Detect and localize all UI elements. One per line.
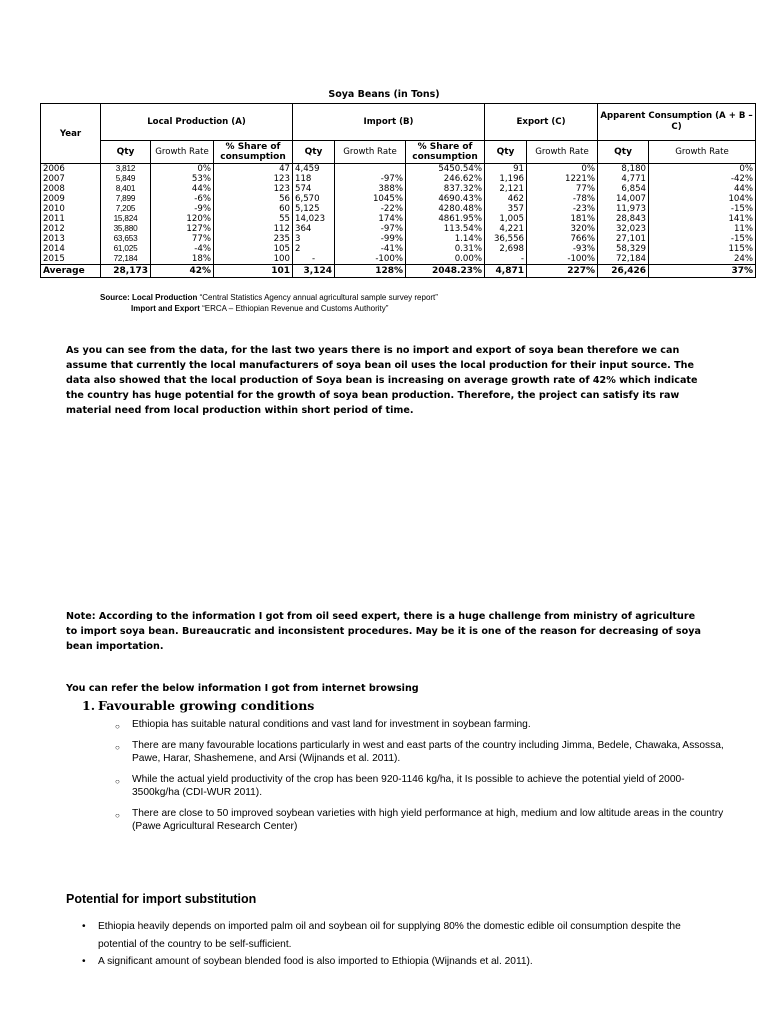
- cell-apparent-growth: 37%: [649, 265, 756, 278]
- cell-local-share: 123: [214, 184, 293, 194]
- table-title: Soya Beans (in Tons): [328, 89, 440, 100]
- header-growth-rate: Growth Rate: [649, 141, 756, 164]
- header-import: Import (B): [293, 104, 485, 141]
- cell-export-qty: 4,221: [485, 224, 527, 234]
- cell-local-share: 55: [214, 214, 293, 224]
- cell-export-growth: 77%: [527, 184, 598, 194]
- cell-import-share: 1.14%: [406, 234, 485, 244]
- analysis-paragraph: As you can see from the data, for the last two years there is no import and export of soya bean therefore we can assume that currently the local manufacturers of soya bean oil uses the local production for their input source. The data also showed that the local production of Soya bean is increasing on average growth rate of 42% which indicate the country has huge potential for the growth of soya bean production. Therefore, the project can satisfy its raw material need from local production within short period of time.: [66, 345, 698, 416]
- header-qty: Qty: [485, 141, 527, 164]
- cell-local-qty: 28,173: [101, 265, 151, 278]
- bullet-icon: •: [82, 921, 86, 932]
- cell-import-qty: 574: [293, 184, 335, 194]
- source-import-label: Import and Export: [131, 304, 200, 313]
- cell-import-qty: 118: [293, 174, 335, 184]
- cell-import-growth: -99%: [335, 234, 406, 244]
- cell-export-qty: 2,698: [485, 244, 527, 254]
- section-heading-import-substitution: Potential for import substitution: [66, 892, 257, 906]
- cell-import-share: 2048.23%: [406, 265, 485, 278]
- section-heading-text: Favourable growing conditions: [98, 698, 315, 713]
- cell-import-share: 837.32%: [406, 184, 485, 194]
- list-item: • A significant amount of soybean blended food is also imported to Ethiopia (Wijnands et al. 2011).: [82, 953, 722, 971]
- section-number: 1.: [82, 698, 96, 713]
- cell-import-qty: 4,459: [293, 164, 335, 175]
- cell-import-growth: 1045%: [335, 194, 406, 204]
- cell-apparent-growth: 44%: [649, 184, 756, 194]
- cell-local-qty: 35,880: [101, 224, 151, 234]
- cell-year: 2015: [41, 254, 101, 265]
- hollow-bullet-icon: ○: [115, 777, 120, 786]
- cell-local-qty: 61,025: [101, 244, 151, 254]
- import-substitution-list: [82, 918, 722, 971]
- cell-export-growth: -100%: [527, 254, 598, 265]
- header-export: Export (C): [485, 104, 598, 141]
- cell-local-qty: 8,401: [101, 184, 151, 194]
- table-row: [41, 224, 756, 234]
- cell-export-qty: 91: [485, 164, 527, 175]
- cell-local-qty: 5,849: [101, 174, 151, 184]
- hollow-bullet-icon: ○: [115, 811, 120, 820]
- header-apparent-consumption: Apparent Consumption (A + B – C): [598, 104, 756, 141]
- table-row: [41, 174, 756, 184]
- cell-local-qty: 3,812: [101, 164, 151, 175]
- hollow-bullet-icon: ○: [115, 722, 120, 731]
- note-paragraph: Note: According to the information I got from oil seed expert, there is a huge challenge from ministry of agriculture to import soya bean. Bureaucratic and inconsistent procedures. May be it is one of the reason for decreasing of soya bean importation.: [66, 611, 701, 652]
- cell-apparent-qty: 4,771: [598, 174, 649, 184]
- cell-export-growth: -78%: [527, 194, 598, 204]
- table-row-average: [41, 265, 756, 278]
- cell-year: Average: [41, 265, 101, 278]
- cell-local-growth: 120%: [151, 214, 214, 224]
- cell-apparent-qty: 14,007: [598, 194, 649, 204]
- cell-local-qty: 7,205: [101, 204, 151, 214]
- cell-apparent-growth: -15%: [649, 234, 756, 244]
- cell-year: 2006: [41, 164, 101, 175]
- cell-apparent-growth: 141%: [649, 214, 756, 224]
- table-row: [41, 254, 756, 265]
- cell-export-qty: 4,871: [485, 265, 527, 278]
- cell-export-growth: -23%: [527, 204, 598, 214]
- cell-local-growth: 127%: [151, 224, 214, 234]
- cell-import-share: 4690.43%: [406, 194, 485, 204]
- cell-import-share: 0.00%: [406, 254, 485, 265]
- cell-local-growth: 18%: [151, 254, 214, 265]
- cell-apparent-growth: 104%: [649, 194, 756, 204]
- cell-import-growth: -41%: [335, 244, 406, 254]
- cell-local-qty: 7,899: [101, 194, 151, 204]
- cell-local-growth: 77%: [151, 234, 214, 244]
- cell-local-growth: 44%: [151, 184, 214, 194]
- cell-export-growth: -93%: [527, 244, 598, 254]
- cell-local-growth: 0%: [151, 164, 214, 175]
- header-growth-rate: Growth Rate: [527, 141, 598, 164]
- source-local-label: Local Production: [132, 293, 198, 302]
- cell-local-growth: -6%: [151, 194, 214, 204]
- soya-beans-table: [40, 103, 756, 278]
- cell-local-share: 105: [214, 244, 293, 254]
- cell-export-growth: 227%: [527, 265, 598, 278]
- cell-apparent-qty: 11,973: [598, 204, 649, 214]
- cell-import-share: 0.31%: [406, 244, 485, 254]
- cell-export-growth: 766%: [527, 234, 598, 244]
- list-item: ○ Ethiopia has suitable natural conditions and vast land for investment in soybean farming.: [115, 719, 531, 731]
- cell-apparent-qty: 6,854: [598, 184, 649, 194]
- header-year: Year: [41, 104, 101, 164]
- cell-local-qty: 72,184: [101, 254, 151, 265]
- cell-import-growth: 388%: [335, 184, 406, 194]
- cell-import-qty: 2: [293, 244, 335, 254]
- cell-apparent-growth: -42%: [649, 174, 756, 184]
- cell-local-growth: 42%: [151, 265, 214, 278]
- cell-import-growth: -22%: [335, 204, 406, 214]
- cell-import-growth: -97%: [335, 224, 406, 234]
- table-row: [41, 194, 756, 204]
- cell-import-share: 113.54%: [406, 224, 485, 234]
- cell-local-share: 101: [214, 265, 293, 278]
- source-label: Source:: [100, 293, 130, 302]
- cell-local-share: 47: [214, 164, 293, 175]
- cell-import-qty: 3: [293, 234, 335, 244]
- cell-import-share: 246.62%: [406, 174, 485, 184]
- hollow-bullet-icon: ○: [115, 743, 120, 752]
- table-row: [41, 204, 756, 214]
- cell-year: 2007: [41, 174, 101, 184]
- cell-import-growth: 128%: [335, 265, 406, 278]
- growing-conditions-list: [115, 718, 725, 841]
- cell-year: 2012: [41, 224, 101, 234]
- list-item: • Ethiopia heavily depends on imported palm oil and soybean oil for supplying 80% the domestic edible oil consumption despite the potential of the country to be self-sufficient.: [82, 918, 722, 953]
- cell-year: 2009: [41, 194, 101, 204]
- section-heading-growing-conditions: [82, 698, 314, 713]
- cell-apparent-growth: -15%: [649, 204, 756, 214]
- header-qty: Qty: [101, 141, 151, 164]
- cell-local-growth: -4%: [151, 244, 214, 254]
- cell-import-share: 4861.95%: [406, 214, 485, 224]
- cell-apparent-growth: 24%: [649, 254, 756, 265]
- header-share: % Share of consumption: [406, 141, 485, 164]
- cell-import-qty: -: [293, 254, 335, 265]
- table-row: [41, 164, 756, 175]
- cell-import-growth: 174%: [335, 214, 406, 224]
- cell-export-qty: 1,196: [485, 174, 527, 184]
- cell-import-qty: 3,124: [293, 265, 335, 278]
- source-import-text: “ERCA – Ethiopian Revenue and Customs Authority”: [202, 304, 389, 313]
- cell-apparent-qty: 26,426: [598, 265, 649, 278]
- cell-year: 2014: [41, 244, 101, 254]
- table-row: [41, 244, 756, 254]
- cell-apparent-growth: 0%: [649, 164, 756, 175]
- header-local-production: Local Production (A): [101, 104, 293, 141]
- cell-local-qty: 15,824: [101, 214, 151, 224]
- cell-import-qty: 6,570: [293, 194, 335, 204]
- list-item: ○ While the actual yield productivity of the crop has been 920-1146 kg/ha, it Is possible to achieve the potential yield of 2000-3500kg/ha (CDI-WUR 2011).: [115, 774, 685, 798]
- cell-import-qty: 364: [293, 224, 335, 234]
- cell-apparent-growth: 11%: [649, 224, 756, 234]
- table-source-note: [100, 292, 438, 314]
- cell-apparent-qty: 28,843: [598, 214, 649, 224]
- cell-local-growth: 53%: [151, 174, 214, 184]
- cell-import-share: 5450.54%: [406, 164, 485, 175]
- cell-export-growth: 320%: [527, 224, 598, 234]
- header-growth-rate: Growth Rate: [335, 141, 406, 164]
- cell-year: 2013: [41, 234, 101, 244]
- cell-export-qty: 357: [485, 204, 527, 214]
- cell-import-qty: 5,125: [293, 204, 335, 214]
- cell-export-qty: 36,556: [485, 234, 527, 244]
- cell-apparent-qty: 27,101: [598, 234, 649, 244]
- cell-local-share: 60: [214, 204, 293, 214]
- cell-year: 2008: [41, 184, 101, 194]
- cell-import-growth: -100%: [335, 254, 406, 265]
- cell-export-qty: 2,121: [485, 184, 527, 194]
- reference-intro: You can refer the below information I got from internet browsing: [66, 683, 419, 694]
- cell-import-share: 4280.48%: [406, 204, 485, 214]
- cell-apparent-qty: 32,023: [598, 224, 649, 234]
- cell-year: 2011: [41, 214, 101, 224]
- list-item: ○ There are close to 50 improved soybean varieties with high yield performance at high, medium and low altitude areas in the country (Pawe Agricultural Research Center): [115, 808, 724, 832]
- cell-import-growth: [335, 164, 406, 175]
- header-growth-rate: Growth Rate: [151, 141, 214, 164]
- cell-local-share: 112: [214, 224, 293, 234]
- list-item: ○ There are many favourable locations particularly in west and east parts of the country including Jimma, Bedele, Chawaka, Assossa, Pawe, Harar, Shashemene, and Arsi (Wijnands et al. 2011).: [115, 740, 724, 764]
- header-share: % Share of consumption: [214, 141, 293, 164]
- cell-import-qty: 14,023: [293, 214, 335, 224]
- cell-local-growth: -9%: [151, 204, 214, 214]
- cell-import-growth: -97%: [335, 174, 406, 184]
- cell-export-growth: 1221%: [527, 174, 598, 184]
- cell-apparent-growth: 115%: [649, 244, 756, 254]
- cell-export-growth: 0%: [527, 164, 598, 175]
- bullet-icon: •: [82, 956, 86, 967]
- table-row: [41, 214, 756, 224]
- cell-apparent-qty: 58,329: [598, 244, 649, 254]
- cell-year: 2010: [41, 204, 101, 214]
- cell-export-qty: -: [485, 254, 527, 265]
- table-row: [41, 234, 756, 244]
- cell-local-qty: 63,653: [101, 234, 151, 244]
- source-local-text: “Central Statistics Agency annual agricultural sample survey report”: [199, 293, 438, 302]
- header-qty: Qty: [598, 141, 649, 164]
- header-qty: Qty: [293, 141, 335, 164]
- cell-export-qty: 462: [485, 194, 527, 204]
- cell-export-qty: 1,005: [485, 214, 527, 224]
- cell-apparent-qty: 8,180: [598, 164, 649, 175]
- cell-local-share: 100: [214, 254, 293, 265]
- cell-local-share: 123: [214, 174, 293, 184]
- table-row: [41, 184, 756, 194]
- cell-local-share: 56: [214, 194, 293, 204]
- cell-local-share: 235: [214, 234, 293, 244]
- cell-apparent-qty: 72,184: [598, 254, 649, 265]
- cell-export-growth: 181%: [527, 214, 598, 224]
